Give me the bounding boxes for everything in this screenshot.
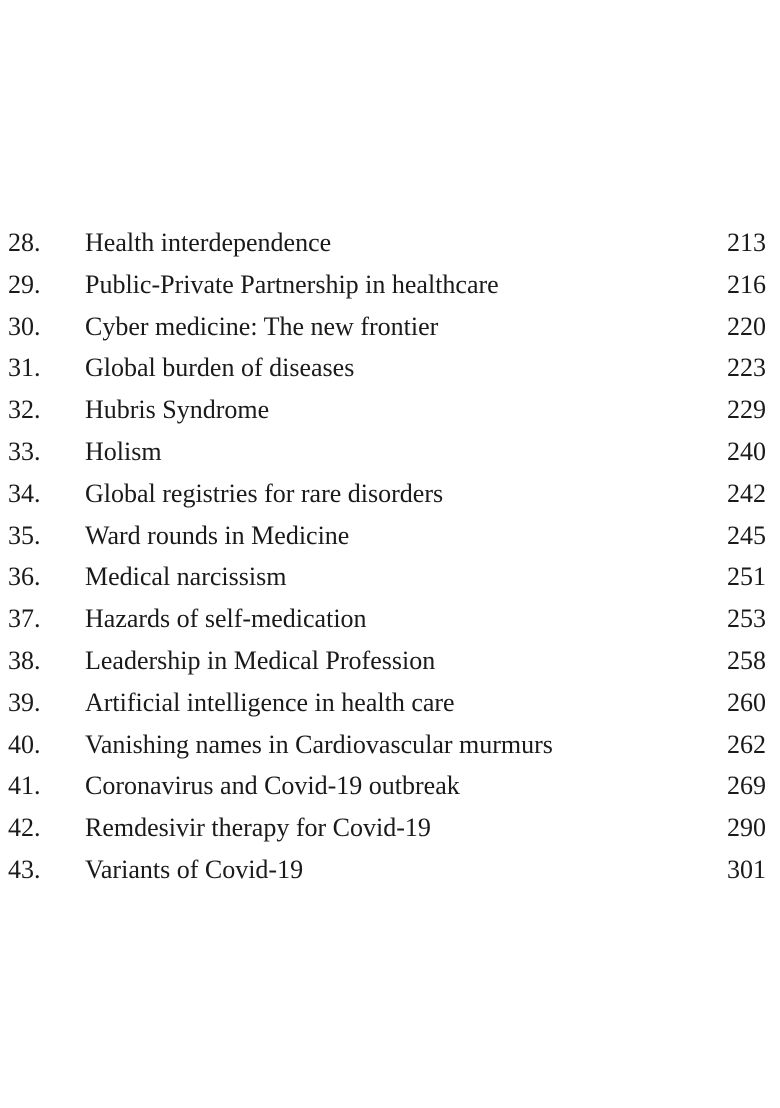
toc-entry [0,306,780,348]
entry-number: 38. [8,645,41,675]
entry-number: 31. [8,353,41,383]
entry-title: Vanishing names in Cardiovascular murmurs [85,729,553,759]
entry-number: 35. [8,520,41,550]
toc-entry [0,682,780,724]
entry-number: 30. [8,311,41,341]
toc-entry [0,849,780,891]
entry-title: Leadership in Medical Profession [85,645,436,675]
entry-page-number: 269 [727,771,766,801]
toc-entry [0,598,780,640]
toc-entry [0,724,780,766]
entry-page-number: 301 [727,854,766,884]
entry-page-number: 213 [727,228,766,257]
entry-number: 32. [8,395,41,425]
toc-entry [0,765,780,807]
entry-number: 43. [8,854,41,884]
entry-page-number: 262 [727,729,766,759]
entry-title: Holism [85,436,162,466]
toc-entry [0,556,780,598]
toc-entry [0,389,780,431]
entry-page-number: 260 [727,687,766,717]
entry-title: Variants of Covid-19 [85,854,304,884]
entry-title: Global registries for rare disorders [85,478,444,508]
entry-page-number: 290 [727,813,766,843]
entry-title: Health interdependence [85,228,332,257]
entry-title: Artificial intelligence in health care [85,687,455,717]
toc-entry [0,640,780,682]
toc-entry [0,431,780,473]
toc-entry [0,473,780,515]
entry-number: 34. [8,478,41,508]
entry-title: Hubris Syndrome [85,395,270,425]
entry-page-number: 229 [727,395,766,425]
entry-page-number: 258 [727,645,766,675]
entry-title: Coronavirus and Covid-19 outbreak [85,771,460,801]
entry-page-number: 220 [727,311,766,341]
entry-number: 41. [8,771,41,801]
toc-entry [0,264,780,306]
entry-page-number: 216 [727,269,766,299]
entry-number: 36. [8,562,41,592]
entry-number: 42. [8,813,41,843]
entry-title: Medical narcissism [85,562,287,592]
entry-page-number: 251 [727,562,766,592]
entry-page-number: 240 [727,436,766,466]
entry-number: 29. [8,269,41,299]
entry-title: Cyber medicine: The new frontier [85,311,439,341]
toc-entry [0,347,780,389]
entry-page-number: 253 [727,604,766,634]
toc-entry [0,807,780,849]
entry-title: Public-Private Partnership in healthcare [85,269,499,299]
entry-number: 37. [8,604,41,634]
entry-title: Remdesivir therapy for Covid-19 [85,813,431,843]
entry-page-number: 245 [727,520,766,550]
entry-number: 39. [8,687,41,717]
entry-page-number: 242 [727,478,766,508]
table-of-contents [0,222,780,891]
entry-title: Hazards of self-medication [85,604,367,634]
entry-page-number: 223 [727,353,766,383]
entry-title: Global burden of diseases [85,353,355,383]
toc-entry [0,515,780,557]
toc-entry [0,222,780,264]
entry-number: 33. [8,436,41,466]
entry-number: 28. [8,228,41,257]
entry-title: Ward rounds in Medicine [85,520,350,550]
entry-number: 40. [8,729,41,759]
